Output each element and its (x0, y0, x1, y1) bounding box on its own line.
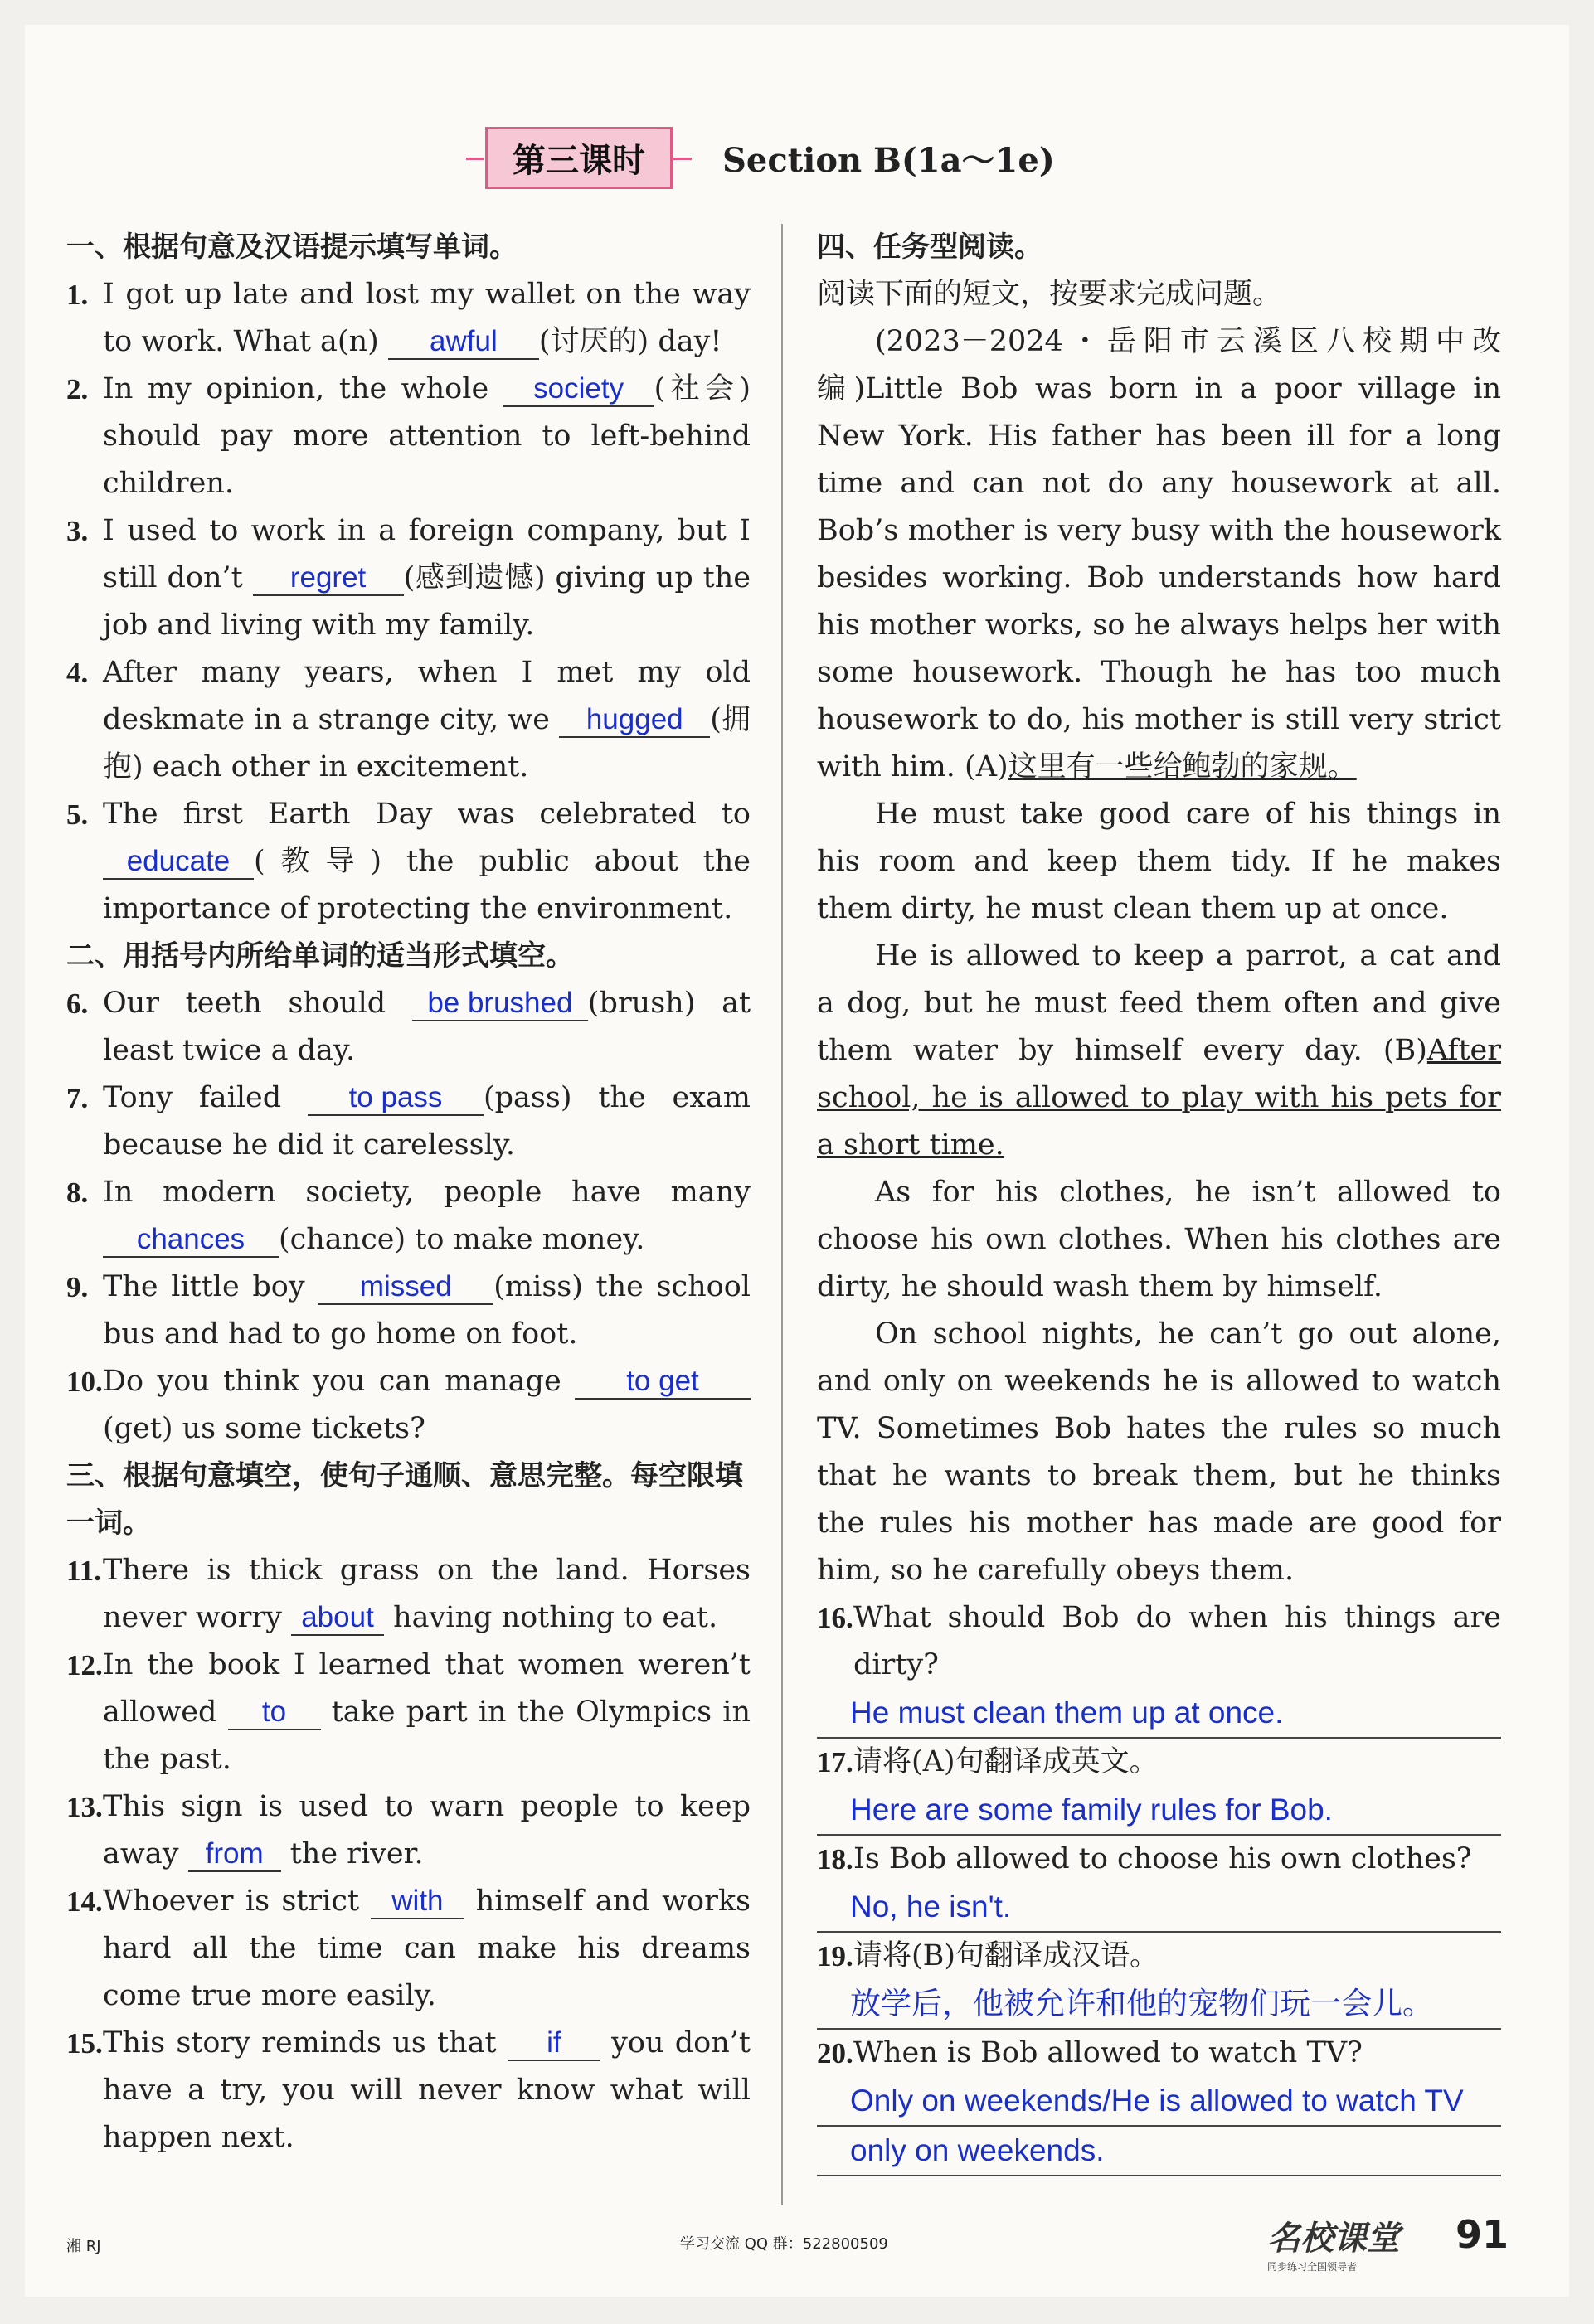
question-item (66, 1264, 751, 1358)
question-number: 6. (66, 987, 89, 1020)
question-suffix: (miss) the school bus and had to go home on foot. (103, 1270, 751, 1351)
question-item (66, 1642, 751, 1783)
question-item (66, 1878, 751, 2020)
answer-blank[interactable]: chances (103, 1223, 279, 1258)
question-number: 12. (66, 1649, 103, 1681)
answer-blank[interactable]: regret (253, 561, 404, 596)
question-text (103, 271, 751, 366)
question-prefix: This story reminds us that (103, 2026, 508, 2060)
question-prefix: The first Earth Day was celebrated to (103, 798, 751, 831)
source-note: (2023－2024・岳阳市云溪区八校期中改编) (817, 325, 1501, 405)
answer-line[interactable]: only on weekends. (817, 2127, 1501, 2176)
question-text (103, 1169, 751, 1264)
answer-blank[interactable]: be brushed (412, 987, 588, 1021)
answer-line[interactable]: Here are some family rules for Bob. (817, 1786, 1501, 1836)
reading-question (817, 2030, 1501, 2176)
answer-blank[interactable]: to get (575, 1365, 751, 1400)
question-number: 3. (66, 515, 89, 547)
question-prefix: I got up late and lost my wallet on the way to work. What a(n) (103, 278, 751, 358)
question-suffix: having nothing to eat. (384, 1601, 718, 1634)
reading-paragraph-1 (817, 318, 1501, 791)
question-text (103, 1547, 751, 1642)
question-number: 15. (66, 2027, 103, 2060)
part2-title: 二、用括号内所给单词的适当形式填空。 (66, 939, 574, 973)
question-item (66, 980, 751, 1075)
question-suffix: (pass) the exam because he did it carelessly. (103, 1081, 751, 1162)
part3-title: 三、根据句意填空，使句子通顺、意思完整。每空限填一词。 (66, 1459, 743, 1540)
question-suffix: you don’t have a try, you will never know what will happen next. (103, 2026, 751, 2154)
column-divider (781, 224, 783, 2205)
question-number: 4. (66, 657, 89, 689)
question-item (66, 791, 751, 933)
question-text (103, 1358, 751, 1453)
reading-paragraph-4: As for his clothes, he isn’t allowed to choose his own clothes. When his clothes are dirty, he should wash them by himself. (817, 1176, 1501, 1303)
reading-paragraph-2: He must take good care of his things in his room and keep them tidy. If he makes them dirty, he must clean them up at once. (817, 798, 1501, 925)
question-number: 11. (66, 1555, 101, 1587)
question-prefix: Our teeth should (103, 987, 412, 1020)
question-suffix: (感到遗憾) giving up the job and living with my family. (103, 561, 751, 642)
reading-paragraph-3 (817, 933, 1501, 1169)
question-number: 5. (66, 798, 89, 831)
answer-line[interactable]: He must clean them up at once. (817, 1689, 1501, 1739)
lesson-header (485, 124, 1055, 191)
question-item (66, 1358, 751, 1453)
question-suffix: (社会) should pay more attention to left-behind children. (103, 372, 751, 500)
question-number: 20. (817, 2037, 853, 2069)
question-text (103, 1264, 751, 1358)
answer-blank[interactable]: to (228, 1696, 321, 1730)
qq-group: 学习交流 QQ 群：522800509 (680, 2235, 888, 2253)
question-number: 16. (817, 1602, 853, 1634)
answer-blank[interactable]: educate (103, 845, 254, 880)
question-text (103, 507, 751, 649)
question-prefix: I used to work in a foreign company, but I still don’t (103, 514, 751, 594)
question-suffix: (教导) the public about the importance of protecting the environment. (103, 845, 751, 925)
question-suffix: himself and works hard all the time can make his dreams come true more easily. (103, 1885, 751, 2012)
paragraph-text: He is allowed to keep a parrot, a cat and a dog, but he must feed them often and give them water by himself every day. (B) (817, 939, 1501, 1067)
section-title: Section B(1a～1e) (722, 140, 1055, 180)
question-text (103, 649, 751, 791)
question-suffix: (brush) at least twice a day. (103, 987, 751, 1067)
answer-blank[interactable]: society (503, 372, 654, 407)
question-prefix: The little boy (103, 1270, 318, 1303)
question-text (103, 366, 751, 507)
question-number: 8. (66, 1177, 89, 1209)
question-prefix: Whoever is strict (103, 1885, 372, 1918)
edition-label: 湘 RJ (66, 2238, 101, 2255)
question-number: 9. (66, 1271, 89, 1303)
reading-question (817, 1933, 1501, 2030)
question-text: 请将(A)句翻译成英文。 (853, 1745, 1159, 1778)
question-text: When is Bob allowed to watch TV? (853, 2036, 1363, 2069)
question-item (66, 271, 751, 366)
page-number: 91 (1455, 2212, 1509, 2257)
question-number: 13. (66, 1791, 103, 1823)
question-item (66, 366, 751, 507)
question-text: 请将(B)句翻译成汉语。 (853, 1939, 1159, 1972)
question-text (103, 1783, 751, 1878)
answer-blank[interactable]: hugged (559, 703, 710, 738)
sentence-a: 这里有一些给鲍勃的家规。 (1008, 750, 1357, 784)
question-text (103, 791, 751, 933)
sentence-b: After school, he is allowed to play with his pets for a short time. (817, 1034, 1501, 1162)
reading-question (817, 1739, 1501, 1836)
brand-name: 名校课堂 (1267, 2220, 1400, 2258)
answer-blank[interactable]: awful (388, 325, 539, 360)
part1-title: 一、根据句意及汉语提示填写单词。 (66, 230, 518, 264)
brand-subtitle: 同步练习全国领导者 (1267, 2261, 1358, 2273)
question-text (103, 980, 751, 1075)
question-prefix: Tony failed (103, 1081, 308, 1114)
question-prefix: Do you think you can manage (103, 1365, 575, 1398)
question-number: 7. (66, 1082, 89, 1114)
question-text (103, 2020, 751, 2161)
part4-instruction: 阅读下面的短文，按要求完成问题。 (817, 278, 1282, 311)
answer-blank[interactable]: if (508, 2026, 600, 2061)
question-suffix: the river. (280, 1837, 424, 1870)
question-number: 18. (817, 1843, 853, 1875)
question-text (103, 1642, 751, 1783)
question-suffix: (拥抱) each other in excitement. (103, 703, 751, 784)
answer-line[interactable]: No, he isn't. (817, 1883, 1501, 1933)
brand-logo (1267, 2212, 1400, 2273)
question-prefix: After many years, when I met my old deskmate in a strange city, we (103, 656, 751, 736)
left-column (66, 224, 751, 2161)
question-prefix: There is thick grass on the land. Horses never worry (103, 1554, 751, 1634)
question-number: 14. (66, 1885, 103, 1918)
question-prefix: In the book I learned that women weren’t allowed (103, 1648, 751, 1729)
reading-question (817, 1594, 1501, 1739)
question-item (66, 1075, 751, 1169)
question-suffix: (chance) to make money. (279, 1223, 645, 1256)
part4-title: 四、任务型阅读。 (817, 230, 1042, 264)
question-prefix: This sign is used to warn people to keep away (103, 1790, 751, 1870)
answer-line[interactable]: Only on weekends/He is allowed to watch TV (817, 2077, 1501, 2127)
question-number: 17. (817, 1746, 853, 1778)
right-column (817, 224, 1501, 2176)
question-item (66, 2020, 751, 2161)
question-item (66, 1783, 751, 1878)
question-number: 10. (66, 1366, 103, 1398)
reading-question (817, 1836, 1501, 1933)
answer-line[interactable]: 放学后，他被允许和他的宠物们玩一会儿。 (817, 1980, 1501, 2030)
question-text (103, 1878, 751, 2020)
question-number: 2. (66, 373, 89, 405)
question-text (103, 1075, 751, 1169)
question-suffix: (讨厌的) day! (538, 325, 722, 358)
answer-blank[interactable]: from (188, 1837, 281, 1872)
question-item (66, 507, 751, 649)
question-item (66, 1169, 751, 1264)
question-prefix: In modern society, people have many (103, 1176, 751, 1209)
question-item (66, 1547, 751, 1642)
question-text: Is Bob allowed to choose his own clothes? (853, 1842, 1472, 1875)
reading-paragraph-5: On school nights, he can’t go out alone, and only on weekends he is allowed to watch TV. Sometimes Bob hates the rules so much that he wants to break them, but he thinks the rules his mother has made are good for him, so he carefully obeys them. (817, 1317, 1501, 1587)
lesson-badge: 第三课时 (485, 127, 673, 189)
answer-blank[interactable]: missed (318, 1270, 493, 1305)
answer-blank[interactable]: about (291, 1601, 384, 1636)
paragraph-text: Little Bob was born in a poor village in New York. His father has been ill for a long time and can not do any housework at all. Bob’s mother is very busy with the housework besides working. Bob understands how hard his mother works, so he always helps her with some housework. Though he has too much housework to do, his mother is still very strict with him. (A) (817, 372, 1501, 784)
question-item (66, 649, 751, 791)
answer-blank[interactable]: to pass (308, 1081, 484, 1116)
answer-blank[interactable]: with (371, 1885, 464, 1919)
question-suffix: take part in the Olympics in the past. (103, 1696, 751, 1776)
question-number: 19. (817, 1940, 853, 1972)
question-number: 1. (66, 279, 89, 311)
question-prefix: In my opinion, the whole (103, 372, 503, 405)
question-suffix: (get) us some tickets? (103, 1412, 425, 1445)
question-text: What should Bob do when his things are dirty? (853, 1601, 1501, 1681)
